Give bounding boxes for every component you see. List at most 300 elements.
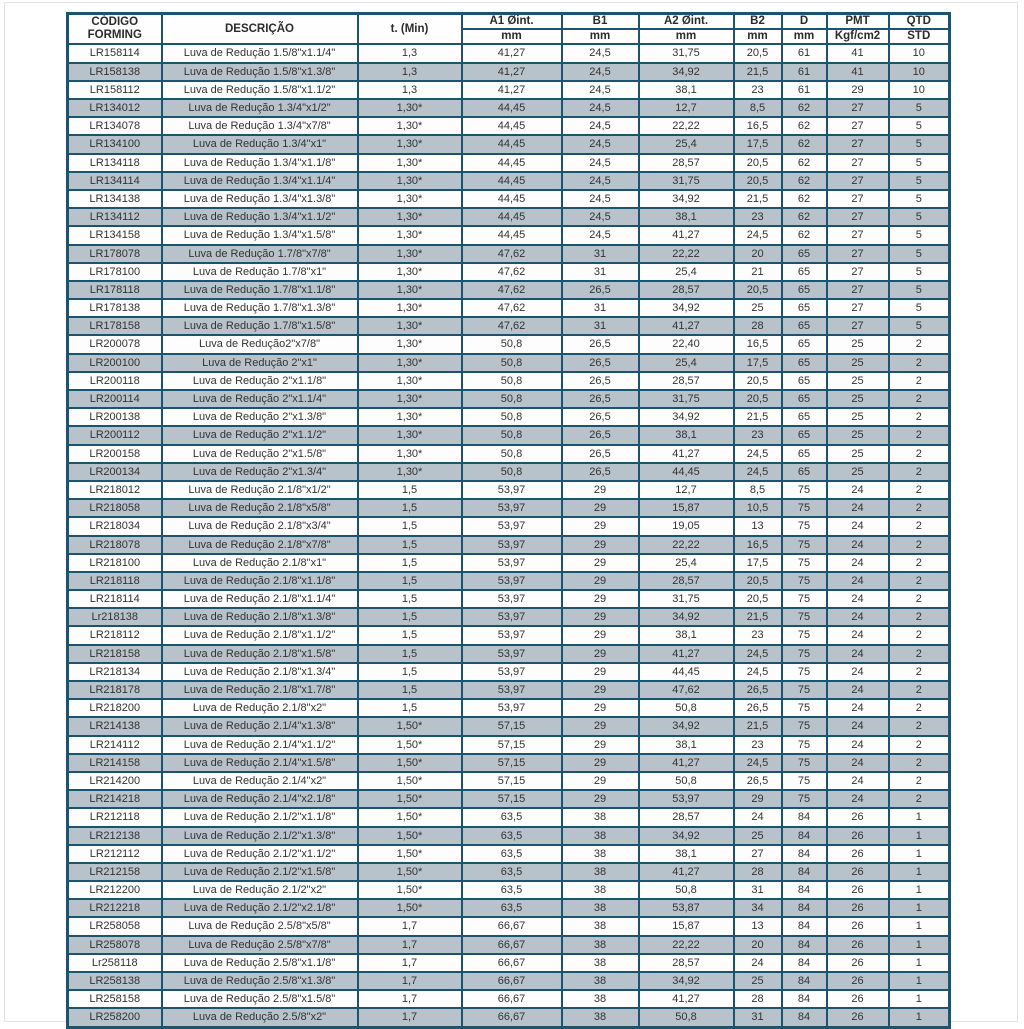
- cell-d_mm: 84: [782, 808, 827, 826]
- cell-a1_mm: 53,97: [462, 536, 562, 554]
- cell-d_mm: 75: [782, 736, 827, 754]
- cell-a2_mm: 22,22: [639, 245, 734, 263]
- cell-descricao: Luva de Redução 1.5/8"x1.1/2": [162, 81, 358, 99]
- cell-codigo: LR178138: [68, 299, 162, 317]
- cell-pmt_kgf_cm2: 24: [827, 572, 889, 590]
- cell-t_min: 1,50*: [358, 754, 462, 772]
- cell-descricao: Luva de Redução 2.5/8"x1.3/8": [162, 972, 358, 990]
- cell-qtd_std: 5: [889, 154, 950, 172]
- cell-a1_mm: 50,8: [462, 463, 562, 481]
- cell-a1_mm: 53,97: [462, 626, 562, 644]
- cell-d_mm: 75: [782, 699, 827, 717]
- cell-b1_mm: 38: [562, 990, 639, 1008]
- table-row: [68, 663, 950, 681]
- cell-qtd_std: 1: [889, 881, 950, 899]
- cell-descricao: Luva de Redução 1.3/4"x1.1/8": [162, 154, 358, 172]
- col-header-d: D: [782, 14, 827, 30]
- cell-b2_mm: 28: [734, 990, 782, 1008]
- cell-descricao: Luva de Redução 2.1/2"x1.3/8": [162, 827, 358, 845]
- table-row: [68, 226, 950, 244]
- cell-pmt_kgf_cm2: 26: [827, 990, 889, 1008]
- cell-d_mm: 65: [782, 445, 827, 463]
- cell-a2_mm: 15,87: [639, 917, 734, 935]
- cell-descricao: Luva de Redução 2.5/8"x5/8": [162, 917, 358, 935]
- cell-a1_mm: 66,67: [462, 936, 562, 954]
- cell-a2_mm: 41,27: [639, 445, 734, 463]
- cell-t_min: 1,5: [358, 572, 462, 590]
- cell-descricao: Luva de Redução 2.1/8"x5/8": [162, 499, 358, 517]
- cell-d_mm: 65: [782, 390, 827, 408]
- table-row: [68, 899, 950, 917]
- cell-b1_mm: 24,5: [562, 99, 639, 117]
- table-row: [68, 972, 950, 990]
- cell-codigo: LR178078: [68, 245, 162, 263]
- unit-a1-mm: mm: [462, 29, 562, 44]
- cell-t_min: 1,50*: [358, 899, 462, 917]
- cell-codigo: LR214158: [68, 754, 162, 772]
- cell-d_mm: 75: [782, 590, 827, 608]
- cell-codigo: LR218034: [68, 517, 162, 535]
- cell-a2_mm: 44,45: [639, 463, 734, 481]
- cell-t_min: 1,3: [358, 44, 462, 62]
- cell-b1_mm: 38: [562, 954, 639, 972]
- cell-pmt_kgf_cm2: 24: [827, 499, 889, 517]
- cell-t_min: 1,30*: [358, 245, 462, 263]
- cell-b1_mm: 29: [562, 645, 639, 663]
- cell-a2_mm: 41,27: [639, 754, 734, 772]
- cell-pmt_kgf_cm2: 27: [827, 226, 889, 244]
- cell-d_mm: 84: [782, 917, 827, 935]
- cell-pmt_kgf_cm2: 27: [827, 263, 889, 281]
- cell-b1_mm: 29: [562, 517, 639, 535]
- cell-codigo: LR218158: [68, 645, 162, 663]
- cell-d_mm: 84: [782, 936, 827, 954]
- cell-qtd_std: 2: [889, 372, 950, 390]
- cell-qtd_std: 5: [889, 245, 950, 263]
- cell-descricao: Luva de Redução 1.3/4"x1": [162, 135, 358, 153]
- cell-b1_mm: 26,5: [562, 426, 639, 444]
- cell-codigo: LR214200: [68, 772, 162, 790]
- col-header-pmt: PMT: [827, 14, 889, 30]
- cell-pmt_kgf_cm2: 24: [827, 626, 889, 644]
- cell-b1_mm: 26,5: [562, 463, 639, 481]
- table-row: [68, 372, 950, 390]
- cell-b2_mm: 17,5: [734, 354, 782, 372]
- cell-b2_mm: 20,5: [734, 154, 782, 172]
- unit-qtd-std: STD: [889, 29, 950, 44]
- cell-qtd_std: 1: [889, 899, 950, 917]
- cell-t_min: 1,30*: [358, 135, 462, 153]
- cell-pmt_kgf_cm2: 24: [827, 536, 889, 554]
- table-row: [68, 608, 950, 626]
- cell-d_mm: 62: [782, 135, 827, 153]
- cell-codigo: LR158114: [68, 44, 162, 62]
- cell-pmt_kgf_cm2: 26: [827, 808, 889, 826]
- cell-a2_mm: 41,27: [639, 863, 734, 881]
- cell-qtd_std: 1: [889, 1008, 950, 1027]
- cell-b2_mm: 21,5: [734, 608, 782, 626]
- cell-b1_mm: 38: [562, 863, 639, 881]
- cell-qtd_std: 2: [889, 335, 950, 353]
- cell-b2_mm: 23: [734, 426, 782, 444]
- cell-pmt_kgf_cm2: 29: [827, 81, 889, 99]
- cell-pmt_kgf_cm2: 27: [827, 281, 889, 299]
- cell-b2_mm: 16,5: [734, 117, 782, 135]
- cell-d_mm: 75: [782, 663, 827, 681]
- cell-b1_mm: 29: [562, 699, 639, 717]
- cell-codigo: LR212112: [68, 845, 162, 863]
- cell-t_min: 1,5: [358, 590, 462, 608]
- table-row: [68, 536, 950, 554]
- cell-b1_mm: 38: [562, 881, 639, 899]
- cell-qtd_std: 10: [889, 44, 950, 62]
- cell-codigo: LR218114: [68, 590, 162, 608]
- cell-t_min: 1,3: [358, 81, 462, 99]
- cell-t_min: 1,30*: [358, 263, 462, 281]
- cell-pmt_kgf_cm2: 24: [827, 699, 889, 717]
- cell-pmt_kgf_cm2: 41: [827, 44, 889, 62]
- cell-a1_mm: 50,8: [462, 445, 562, 463]
- cell-pmt_kgf_cm2: 24: [827, 736, 889, 754]
- cell-d_mm: 75: [782, 481, 827, 499]
- cell-a2_mm: 34,92: [639, 608, 734, 626]
- cell-a2_mm: 25,4: [639, 554, 734, 572]
- cell-pmt_kgf_cm2: 25: [827, 335, 889, 353]
- cell-qtd_std: 1: [889, 845, 950, 863]
- table-row: [68, 335, 950, 353]
- cell-b2_mm: 20,5: [734, 372, 782, 390]
- cell-a2_mm: 38,1: [639, 736, 734, 754]
- cell-pmt_kgf_cm2: 25: [827, 463, 889, 481]
- cell-pmt_kgf_cm2: 27: [827, 317, 889, 335]
- cell-pmt_kgf_cm2: 27: [827, 190, 889, 208]
- table-row: [68, 645, 950, 663]
- cell-a1_mm: 53,97: [462, 572, 562, 590]
- cell-a1_mm: 57,15: [462, 717, 562, 735]
- cell-a2_mm: 22,22: [639, 936, 734, 954]
- cell-d_mm: 75: [782, 681, 827, 699]
- cell-qtd_std: 5: [889, 281, 950, 299]
- cell-pmt_kgf_cm2: 25: [827, 390, 889, 408]
- cell-a1_mm: 44,45: [462, 135, 562, 153]
- col-header-codigo-line2: FORMING: [88, 29, 142, 41]
- cell-pmt_kgf_cm2: 26: [827, 954, 889, 972]
- table-row: [68, 154, 950, 172]
- cell-b2_mm: 26,5: [734, 699, 782, 717]
- col-header-t-min: t. (Min): [358, 14, 462, 45]
- cell-b2_mm: 24,5: [734, 754, 782, 772]
- cell-codigo: LR134114: [68, 172, 162, 190]
- cell-b2_mm: 31: [734, 1008, 782, 1027]
- table-row: [68, 44, 950, 62]
- cell-qtd_std: 2: [889, 681, 950, 699]
- cell-pmt_kgf_cm2: 26: [827, 899, 889, 917]
- cell-a2_mm: 38,1: [639, 845, 734, 863]
- cell-a2_mm: 31,75: [639, 590, 734, 608]
- cell-a2_mm: 38,1: [639, 426, 734, 444]
- cell-d_mm: 84: [782, 827, 827, 845]
- cell-b2_mm: 13: [734, 917, 782, 935]
- cell-pmt_kgf_cm2: 24: [827, 554, 889, 572]
- cell-descricao: Luva de Redução 2.5/8"x1.5/8": [162, 990, 358, 1008]
- cell-descricao: Luva de Redução 2.1/2"x1.5/8": [162, 863, 358, 881]
- cell-b2_mm: 24,5: [734, 663, 782, 681]
- cell-b1_mm: 38: [562, 845, 639, 863]
- cell-d_mm: 61: [782, 63, 827, 81]
- table-row: [68, 317, 950, 335]
- cell-qtd_std: 5: [889, 208, 950, 226]
- cell-a2_mm: 34,92: [639, 190, 734, 208]
- cell-descricao: Luva de Redução 2"x1": [162, 354, 358, 372]
- cell-a1_mm: 53,97: [462, 590, 562, 608]
- cell-descricao: Luva de Redução 1.3/4"x1.5/8": [162, 226, 358, 244]
- cell-t_min: 1,30*: [358, 335, 462, 353]
- cell-d_mm: 61: [782, 81, 827, 99]
- cell-pmt_kgf_cm2: 27: [827, 299, 889, 317]
- cell-b2_mm: 23: [734, 81, 782, 99]
- cell-t_min: 1,5: [358, 554, 462, 572]
- cell-descricao: Luva de Redução 2.1/2"x2.1/8": [162, 899, 358, 917]
- cell-b2_mm: 21: [734, 263, 782, 281]
- cell-descricao: Luva de Redução 2.1/4"x1.5/8": [162, 754, 358, 772]
- cell-t_min: 1,5: [358, 699, 462, 717]
- cell-b1_mm: 31: [562, 263, 639, 281]
- cell-b1_mm: 31: [562, 317, 639, 335]
- cell-b1_mm: 24,5: [562, 44, 639, 62]
- cell-a1_mm: 41,27: [462, 44, 562, 62]
- cell-descricao: Luva de Redução 1.7/8"x1": [162, 263, 358, 281]
- cell-descricao: Luva de Redução 2.1/2"x2": [162, 881, 358, 899]
- cell-codigo: LR200134: [68, 463, 162, 481]
- cell-descricao: Luva de Redução 1.3/4"x1.3/8": [162, 190, 358, 208]
- cell-descricao: Luva de Redução 2.1/8"x1": [162, 554, 358, 572]
- cell-b2_mm: 20,5: [734, 44, 782, 62]
- cell-d_mm: 75: [782, 554, 827, 572]
- cell-codigo: LR134118: [68, 154, 162, 172]
- table-row: [68, 499, 950, 517]
- cell-qtd_std: 2: [889, 699, 950, 717]
- cell-b2_mm: 23: [734, 736, 782, 754]
- cell-d_mm: 75: [782, 608, 827, 626]
- cell-b1_mm: 29: [562, 481, 639, 499]
- cell-b2_mm: 10,5: [734, 499, 782, 517]
- cell-a2_mm: 31,75: [639, 172, 734, 190]
- cell-b2_mm: 25: [734, 299, 782, 317]
- cell-b1_mm: 31: [562, 299, 639, 317]
- cell-b2_mm: 20,5: [734, 390, 782, 408]
- cell-a1_mm: 63,5: [462, 881, 562, 899]
- cell-a1_mm: 66,67: [462, 972, 562, 990]
- cell-t_min: 1,3: [358, 63, 462, 81]
- cell-b1_mm: 24,5: [562, 81, 639, 99]
- cell-pmt_kgf_cm2: 24: [827, 517, 889, 535]
- cell-d_mm: 75: [782, 536, 827, 554]
- cell-a2_mm: 34,92: [639, 827, 734, 845]
- cell-qtd_std: 2: [889, 499, 950, 517]
- unit-d-mm: mm: [782, 29, 827, 44]
- cell-b1_mm: 38: [562, 917, 639, 935]
- cell-b2_mm: 24,5: [734, 226, 782, 244]
- cell-qtd_std: 5: [889, 99, 950, 117]
- cell-descricao: Luva de Redução 2.1/4"x2": [162, 772, 358, 790]
- cell-pmt_kgf_cm2: 25: [827, 426, 889, 444]
- cell-d_mm: 65: [782, 263, 827, 281]
- cell-a2_mm: 38,1: [639, 81, 734, 99]
- cell-codigo: LR218200: [68, 699, 162, 717]
- cell-b1_mm: 29: [562, 681, 639, 699]
- cell-a1_mm: 47,62: [462, 281, 562, 299]
- cell-b1_mm: 38: [562, 936, 639, 954]
- cell-t_min: 1,30*: [358, 426, 462, 444]
- table-row: [68, 936, 950, 954]
- table-row: [68, 572, 950, 590]
- cell-t_min: 1,30*: [358, 299, 462, 317]
- cell-descricao: Luva de Redução 2"x1.3/8": [162, 408, 358, 426]
- cell-a2_mm: 53,97: [639, 790, 734, 808]
- cell-a1_mm: 53,97: [462, 499, 562, 517]
- cell-a2_mm: 22,40: [639, 335, 734, 353]
- cell-a1_mm: 57,15: [462, 736, 562, 754]
- col-header-a2: A2 Øint.: [639, 14, 734, 30]
- cell-codigo: LR200114: [68, 390, 162, 408]
- cell-a2_mm: 34,92: [639, 717, 734, 735]
- cell-t_min: 1,30*: [358, 172, 462, 190]
- cell-t_min: 1,50*: [358, 790, 462, 808]
- cell-d_mm: 65: [782, 281, 827, 299]
- cell-pmt_kgf_cm2: 26: [827, 972, 889, 990]
- header-row-names: [68, 14, 950, 30]
- cell-a1_mm: 44,45: [462, 154, 562, 172]
- cell-b1_mm: 38: [562, 972, 639, 990]
- cell-b1_mm: 29: [562, 663, 639, 681]
- cell-a2_mm: 38,1: [639, 626, 734, 644]
- cell-codigo: LR134100: [68, 135, 162, 153]
- table-row: [68, 990, 950, 1008]
- cell-descricao: Luva de Redução 2.5/8"x7/8": [162, 936, 358, 954]
- cell-b2_mm: 28: [734, 317, 782, 335]
- cell-t_min: 1,30*: [358, 117, 462, 135]
- table-row: [68, 172, 950, 190]
- table-row: [68, 845, 950, 863]
- cell-a2_mm: 53,87: [639, 899, 734, 917]
- cell-t_min: 1,7: [358, 990, 462, 1008]
- cell-t_min: 1,30*: [358, 463, 462, 481]
- col-header-b1: B1: [562, 14, 639, 30]
- cell-a1_mm: 66,67: [462, 954, 562, 972]
- cell-b2_mm: 8,5: [734, 481, 782, 499]
- cell-codigo: LR258078: [68, 936, 162, 954]
- cell-d_mm: 75: [782, 772, 827, 790]
- cell-qtd_std: 10: [889, 81, 950, 99]
- cell-pmt_kgf_cm2: 27: [827, 117, 889, 135]
- cell-b2_mm: 16,5: [734, 335, 782, 353]
- cell-a1_mm: 50,8: [462, 390, 562, 408]
- cell-t_min: 1,7: [358, 972, 462, 990]
- cell-a2_mm: 34,92: [639, 408, 734, 426]
- table-row: [68, 426, 950, 444]
- cell-codigo: LR258200: [68, 1008, 162, 1027]
- cell-codigo: LR134138: [68, 190, 162, 208]
- cell-qtd_std: 1: [889, 954, 950, 972]
- cell-b1_mm: 38: [562, 808, 639, 826]
- cell-b1_mm: 24,5: [562, 172, 639, 190]
- cell-a1_mm: 50,8: [462, 372, 562, 390]
- cell-qtd_std: 2: [889, 645, 950, 663]
- cell-descricao: Luva de Redução 2.5/8"x1.1/8": [162, 954, 358, 972]
- cell-pmt_kgf_cm2: 27: [827, 135, 889, 153]
- cell-d_mm: 75: [782, 790, 827, 808]
- cell-pmt_kgf_cm2: 26: [827, 1008, 889, 1027]
- cell-b1_mm: 24,5: [562, 226, 639, 244]
- cell-descricao: Luva de Redução 2.1/4"x1.3/8": [162, 717, 358, 735]
- cell-t_min: 1,50*: [358, 881, 462, 899]
- cell-b2_mm: 25: [734, 972, 782, 990]
- col-header-a1: A1 Øint.: [462, 14, 562, 30]
- table-row: [68, 81, 950, 99]
- cell-b2_mm: 25: [734, 827, 782, 845]
- cell-d_mm: 62: [782, 226, 827, 244]
- cell-descricao: Luva de Redução 2.1/4"x2.1/8": [162, 790, 358, 808]
- cell-d_mm: 75: [782, 645, 827, 663]
- unit-b1-mm: mm: [562, 29, 639, 44]
- cell-a1_mm: 63,5: [462, 845, 562, 863]
- cell-codigo: LR158138: [68, 63, 162, 81]
- cell-pmt_kgf_cm2: 27: [827, 245, 889, 263]
- table-row: [68, 117, 950, 135]
- cell-b2_mm: 20,5: [734, 590, 782, 608]
- cell-b1_mm: 29: [562, 499, 639, 517]
- cell-a2_mm: 41,27: [639, 990, 734, 1008]
- cell-codigo: LR134078: [68, 117, 162, 135]
- cell-t_min: 1,7: [358, 917, 462, 935]
- cell-t_min: 1,5: [358, 663, 462, 681]
- cell-descricao: Luva de Redução 2.1/8"x7/8": [162, 536, 358, 554]
- cell-t_min: 1,30*: [358, 99, 462, 117]
- cell-t_min: 1,5: [358, 499, 462, 517]
- cell-a2_mm: 34,92: [639, 63, 734, 81]
- table-row: [68, 754, 950, 772]
- cell-qtd_std: 1: [889, 990, 950, 1008]
- cell-b1_mm: 29: [562, 608, 639, 626]
- cell-b1_mm: 24,5: [562, 135, 639, 153]
- cell-codigo: LR214112: [68, 736, 162, 754]
- cell-b2_mm: 28: [734, 863, 782, 881]
- cell-descricao: Luva de Redução 2.1/2"x1.1/2": [162, 845, 358, 863]
- cell-pmt_kgf_cm2: 24: [827, 590, 889, 608]
- cell-a1_mm: 63,5: [462, 863, 562, 881]
- cell-t_min: 1,7: [358, 1008, 462, 1027]
- table-row: [68, 736, 950, 754]
- cell-codigo: LR158112: [68, 81, 162, 99]
- cell-pmt_kgf_cm2: 26: [827, 936, 889, 954]
- cell-t_min: 1,50*: [358, 863, 462, 881]
- table-row: [68, 190, 950, 208]
- cell-b2_mm: 24: [734, 954, 782, 972]
- cell-t_min: 1,30*: [358, 408, 462, 426]
- cell-t_min: 1,5: [358, 536, 462, 554]
- unit-pmt-kgfcm2: Kgf/cm2: [827, 29, 889, 44]
- col-header-codigo-forming: [68, 14, 162, 45]
- cell-d_mm: 84: [782, 1008, 827, 1027]
- cell-b1_mm: 24,5: [562, 208, 639, 226]
- cell-t_min: 1,50*: [358, 717, 462, 735]
- cell-b1_mm: 24,5: [562, 190, 639, 208]
- cell-b2_mm: 34: [734, 899, 782, 917]
- cell-codigo: LR200078: [68, 335, 162, 353]
- cell-qtd_std: 2: [889, 390, 950, 408]
- cell-pmt_kgf_cm2: 24: [827, 754, 889, 772]
- cell-d_mm: 75: [782, 572, 827, 590]
